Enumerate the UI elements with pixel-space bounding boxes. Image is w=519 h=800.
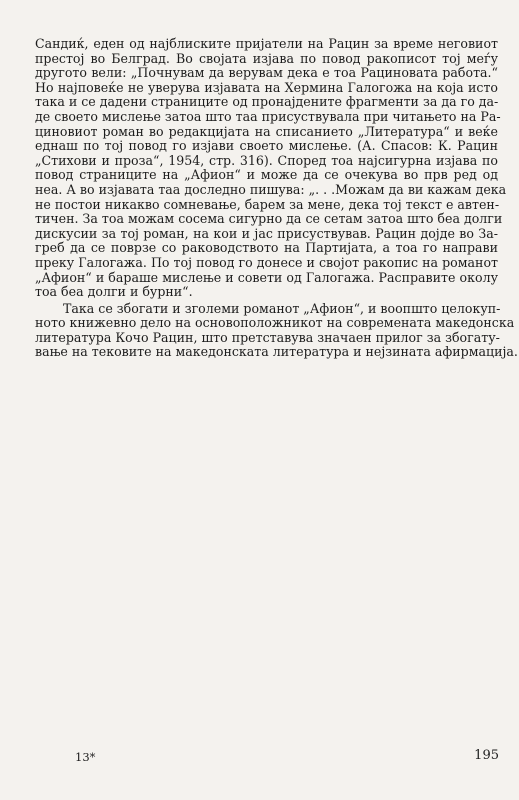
paragraph-1	[35, 36, 507, 300]
text-line: дискусии за тој роман, на кои и јас присуствував. Рацин дојде во За-	[35, 225, 498, 241]
text-line: престој во Белград. Во својата изјава по повод ракописот тој меѓу	[35, 50, 498, 66]
text-line: еднаш по тој повод го изјави своето мислење. (А. Спасов: К. Рацин	[35, 138, 498, 154]
text-line: циновиот роман во редакцијата на списанието „Литература“ и веќе	[35, 123, 498, 139]
text-line: „Афион“ и бараше мислење и совети од Галогажа. Расправите околу	[35, 269, 498, 285]
text-line: не постои никакво сомневање, барем за мене, дека тој текст е автен-	[35, 196, 500, 212]
text-line: ното книжевно дело на основоположникот на современата македонска	[35, 315, 515, 331]
body-text	[35, 36, 518, 360]
text-line: преку Галогажа. По тој повод го донесе и својот ракопис на романот	[35, 254, 498, 270]
paragraph-2	[35, 300, 518, 360]
page-number: 195	[474, 748, 499, 763]
text-line: тоа беа долги и бурни“.	[35, 284, 193, 300]
text-line: така и се дадени страниците од пронајдените фрагменти за да го да-	[35, 94, 499, 110]
text-line: греб да се поврзе со раководството на Партијата, а тоа го направи	[35, 240, 498, 256]
text-line: „Стихови и проза“, 1954, стр. 316). Според тоа најсигурна изјава по	[35, 152, 498, 168]
text-line: литература Кочо Рацин, што претставува значаен прилог за збогату-	[35, 329, 500, 345]
text-line: вање на тековите на македонската литература и нејзината афирмација.	[35, 344, 518, 360]
text-line: Сандиќ, еден од најблиските пријатели на Рацин за време неговиот	[35, 36, 498, 51]
text-line: Но најповеќе не уверува изјавата на Хермина Галогожа на која исто	[35, 79, 498, 95]
text-line: тичен. За тоа можам сосема сигурно да се сетам затоа што беа долги	[35, 211, 503, 227]
text-line: другото вели: „Почнувам да верувам дека е тоа Рациновата работа.“	[35, 65, 498, 81]
text-line: Така се збогати и зголеми романот „Афион“, и воопшто целокуп-	[63, 300, 501, 316]
text-line: де своето мислење затоа што таа присуствувала при читањето на Ра-	[35, 108, 501, 124]
signature-mark: 13*	[75, 750, 96, 764]
text-line: неа. А во изјавата таа доследно пишува: „. . .Можам да ви кажам дека	[35, 181, 507, 197]
text-line: повод страниците на „Афион“ и може да се очекува во прв ред од	[35, 167, 498, 183]
